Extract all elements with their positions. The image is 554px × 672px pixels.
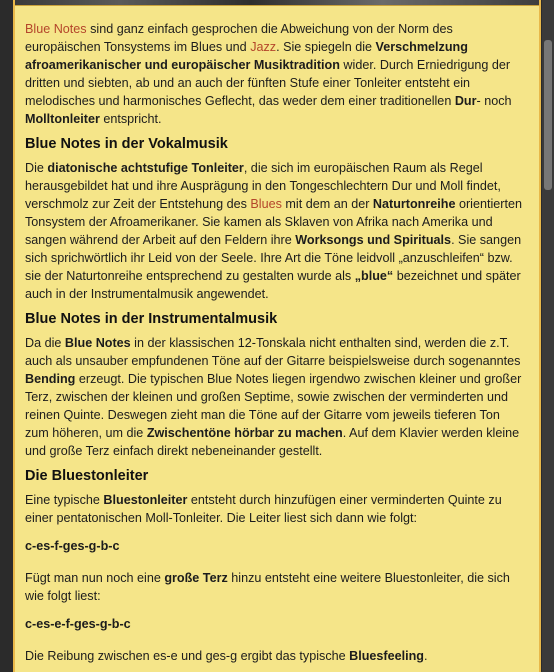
- scale-1: c-es-f-ges-g-b-c: [25, 539, 120, 553]
- text: . Auf dem Klavier werden kleine und große Terz einfach direkt nebeneinander gestellt.: [25, 426, 520, 458]
- text: Eine typische: [25, 493, 104, 507]
- text: . Sie spiegeln die: [276, 40, 376, 54]
- bold-text: Verschmelzung afroamerikanischer und europäischer Musiktradition: [25, 40, 468, 72]
- text: Die: [25, 161, 48, 175]
- heading-vokalmusik: Blue Notes in der Vokalmusik: [25, 136, 228, 152]
- text: bezeichnet und später auch in der Instrumentalmusik angewendet.: [25, 269, 521, 301]
- scrollbar-thumb[interactable]: [544, 40, 552, 190]
- bold-text: Naturtonreihe: [372, 197, 456, 211]
- bold-text: diatonische achtstufige Tonleiter: [47, 161, 244, 175]
- text: . Sie sangen sich sprichwörtlich ihr Leid von der Seele. Ihre Art die Töne leidvoll „anzuschleifen“ bzw. sie der Naturtonreihe entsprechend zu gestalten wurde als: [25, 233, 522, 283]
- intro-paragraph: [25, 20, 525, 128]
- bold-text: Dur: [454, 94, 477, 108]
- text: entspricht.: [99, 112, 162, 126]
- bold-text: große Terz: [164, 571, 228, 585]
- bold-text: Worksongs und Spirituals: [295, 233, 452, 247]
- vokal-paragraph: [25, 159, 525, 303]
- bold-text: „blue“: [354, 269, 394, 283]
- text: , die sich im europäischen Raum als Regel herausgebildet hat und ihre Ausprägung in den Tongeschlechtern Dur und Moll findet, verschmolz zur Zeit der Entstehung des: [25, 161, 501, 211]
- bold-text: Bending: [25, 372, 76, 386]
- instrumental-paragraph: [25, 334, 525, 460]
- heading-instrumentalmusik: Blue Notes in der Instrumentalmusik: [25, 311, 278, 327]
- jazz-link[interactable]: Jazz: [250, 40, 277, 54]
- bold-text: Bluestonleiter: [103, 493, 188, 507]
- bold-text: Bluesfeeling: [349, 649, 425, 663]
- bluestonleiter-paragraph-2: [25, 569, 525, 605]
- article-frame: [13, 0, 541, 672]
- text: Die Reibung zwischen es-e und ges-g ergibt das typische: [25, 649, 350, 663]
- bluestonleiter-paragraph-3: [25, 647, 525, 665]
- bold-text: Blue Notes: [64, 336, 131, 350]
- scrollbar[interactable]: [542, 0, 554, 672]
- text: .: [424, 649, 428, 663]
- bold-text: Molltonleiter: [25, 112, 100, 126]
- heading-bluestonleiter: Die Bluestonleiter: [25, 468, 149, 484]
- scale-2: c-es-e-f-ges-g-b-c: [25, 617, 131, 631]
- text: Fügt man nun noch eine: [25, 571, 165, 585]
- text: orientierten Tonsystem der Afroamerikaner. Sie kamen als Sklaven von Afrika nach Amerika und sangen während der Arbeit auf den Feldern ihre: [25, 197, 522, 247]
- text: - noch: [476, 94, 512, 108]
- text: erzeugt. Die typischen Blue Notes liegen irgendwo zwischen kleiner und großer Terz, zwischen der kleinen und großen Septime, sowie zwischen der verminderten und reinen Quinte. Deswegen zieht man die Töne auf der Gitarre vom jeweils tieferen Ton zum höheren, um die: [25, 372, 522, 440]
- text: Da die: [25, 336, 65, 350]
- blues-link[interactable]: Blues: [250, 197, 282, 211]
- text: in der klassischen 12-Tonskala nicht enthalten sind, werden die z.T. auch als unsauber empfundenen Töne auf der Gitarre beispielsweise durch sogenanntes: [25, 336, 521, 368]
- text: sind ganz einfach gesprochen die Abweichung von der Norm des europäischen Tonsystems im Blues und: [25, 22, 453, 54]
- blue-notes-link[interactable]: Blue Notes: [25, 22, 87, 36]
- header-image-strip: [15, 0, 539, 6]
- text: wider. Durch Erniedrigung der dritten und siebten, ab und an auch der fünften Stufe einer Tonleiter entsteht ein melodisches und harmonisches Geflecht, das weder dem einer traditionellen: [25, 58, 511, 108]
- text: hinzu entsteht eine weitere Bluestonleiter, die sich wie folgt liest:: [25, 571, 510, 603]
- text: entsteht durch hinzufügen einer verminderten Quinte zu einer pentatonischen Moll-Tonleiter. Die Leiter liest sich dann wie folgt:: [25, 493, 502, 525]
- bluestonleiter-paragraph-1: [25, 491, 525, 527]
- text: mit dem an der: [281, 197, 373, 211]
- bold-text: Zwischentöne hörbar zu machen: [146, 426, 343, 440]
- article-content: [25, 20, 525, 672]
